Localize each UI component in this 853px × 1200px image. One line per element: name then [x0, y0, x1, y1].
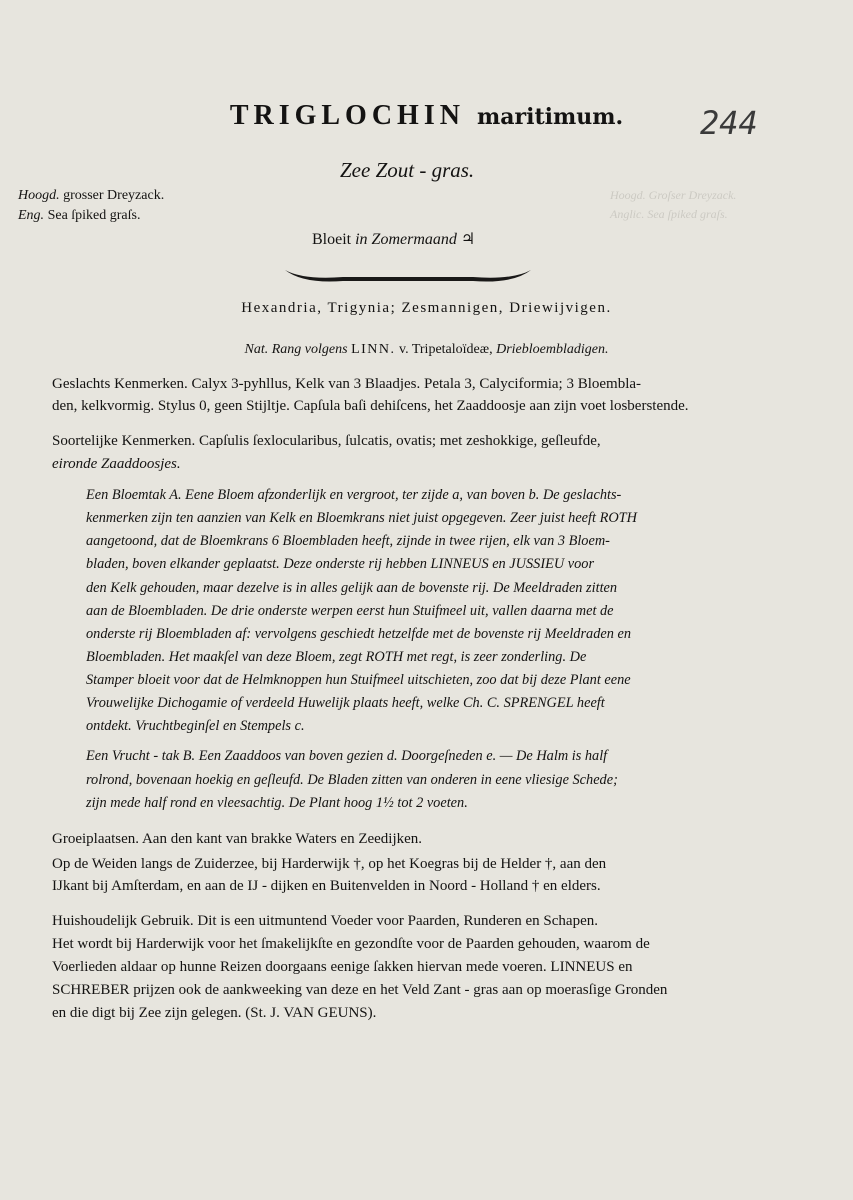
habitat-line: Op de Weiden langs de Zuiderzee, bij Harderwijk †, op het Koegras bij de Helder †, aan den [52, 856, 607, 872]
fruit-description-line: Een Vrucht - tak B. Een Zaaddoos van boven gezien d. Doorgeſneden e. — De Halm is half [86, 748, 608, 764]
german-label: Hoogd. [18, 188, 60, 203]
description-line: Stamper bloeit voor dat de Helmknoppen hun Stuifmeel uitschieten, zoo dat bij deze Plant eene [86, 672, 631, 688]
show-through-text: Anglic. Sea ſpiked graſs. [610, 207, 728, 221]
show-through-text: Hoogd. Groſser Dreyzack. [610, 188, 737, 202]
flowering-time [312, 229, 475, 249]
linnaeus-name: LINN. [351, 342, 396, 357]
flowering-text: in Zomermaand [355, 231, 457, 248]
vernacular-english [18, 208, 140, 224]
classification-line: Hexandria, Trigynia; Zesmannigen, Driewijvigen. [241, 300, 612, 316]
rank-dutch: Driebloembladigen. [496, 342, 609, 357]
vernacular-german [18, 188, 164, 204]
uses-line: en die digt bij Zee zijn gelegen. (St. J. VAN GEUNS). [52, 1005, 377, 1021]
rank-order: v. Tripetaloïdeæ, [399, 342, 493, 357]
description-line: aangetoond, dat de Bloemkrans 6 Bloembladen heeft, zijnde in twee rijen, elk van 3 Bloem- [86, 533, 610, 549]
species-characters-line: Soortelijke Kenmerken. Capſulis ſexlocularibus, ſulcatis, ovatis; met zeshokkige, geſleufde, [52, 433, 601, 449]
habitat-line: IJkant bij Amſterdam, en aan de IJ - dijken en Buitenvelden in Noord - Holland † en elders. [52, 878, 601, 894]
species-characters-line: eironde Zaaddoosjes. [52, 456, 181, 472]
ornamental-rule [283, 266, 533, 284]
perennial-symbol: ♃ [460, 231, 476, 248]
uses-line: SCHREBER prijzen ook de aankweeking van deze en het Veld Zant - gras aan op moerasſige Gronden [52, 982, 668, 998]
natural-rank-line [0, 342, 853, 358]
description-line: den Kelk gehouden, maar dezelve is in alles gelijk aan de bovenste rij. De Meeldraden zitten [86, 580, 618, 596]
uses-line: Huishoudelijk Gebruik. Dit is een uitmuntend Voeder voor Paarden, Runderen en Schapen. [52, 913, 598, 929]
genus-characters-line: den, kelkvormig. Stylus 0, geen Stijltje. Capſula baſi dehiſcens, het Zaaddoosje aan zijn voet losberstende. [52, 398, 689, 414]
description-line: Vrouwelijke Dichogamie of verdeeld Huwelijk plaats heeft, welke Ch. C. SPRENGEL heeft [86, 695, 605, 711]
uses-line: Voerlieden aldaar op hunne Reizen doorgaans eenige ſakken hiervan mede voeren. LINNEUS en [52, 959, 633, 975]
description-line: ontdekt. Vruchtbeginſel en Stempels c. [86, 718, 305, 734]
uses-line: Het wordt bij Harderwijk voor het ſmakelijkſte en gezondſte voor de Paarden gehouden, waarom de [52, 936, 650, 952]
genus-characters-line: Geslachts Kenmerken. Calyx 3-pyhllus, Kelk van 3 Blaadjes. Petala 3, Calyciformia; 3 Bloembla- [52, 376, 642, 392]
german-name: grosser Dreyzack. [63, 188, 165, 203]
english-label: Eng. [18, 208, 45, 223]
description-line: onderste rij Bloembladen af: vervolgens geschiedt hetzelfde met de bovenste rij Meeldraden en [86, 626, 631, 642]
description-line: Een Bloemtak A. Eene Bloem afzonderlijk en vergroot, ter zijde a, van boven b. De geslachts- [86, 487, 622, 503]
description-line: kenmerken zijn ten aanzien van Kelk en Bloemkrans niet juist opgegeven. Zeer juist heeft ROTH [86, 510, 637, 526]
description-line: bladen, boven elkander geplaatst. Deze onderste rij hebben LINNEUS en JUSSIEU voor [86, 556, 595, 572]
fruit-description-line: rolrond, bovenaan hoekig en geſleufd. De Bladen zitten van onderen in eene vliesige Schede; [86, 772, 618, 788]
habitat-line: Groeiplaatsen. Aan den kant van brakke Waters en Zeedijken. [52, 831, 423, 847]
flowering-prefix: Bloeit [312, 231, 352, 248]
common-name: Zee Zout - gras. [340, 158, 475, 182]
fruit-description-line: zijn mede half rond en vleesachtig. De Plant hoog 1½ tot 2 voeten. [86, 795, 468, 811]
genus-name: TRIGLOCHIN [229, 100, 465, 131]
english-name: Sea ſpiked graſs. [47, 208, 141, 223]
rank-label: Nat. Rang volgens [244, 342, 348, 357]
description-line: aan de Bloembladen. De drie onderste werpen eerst hun Stuifmeel uit, vallen daarna met de [86, 603, 614, 619]
species-name: maritimum. [476, 104, 624, 130]
description-line: Bloembladen. Het maakſel van deze Bloem, zegt ROTH met regt, is zeer zonderling. De [86, 649, 587, 665]
handwritten-number: 244 [700, 104, 758, 142]
